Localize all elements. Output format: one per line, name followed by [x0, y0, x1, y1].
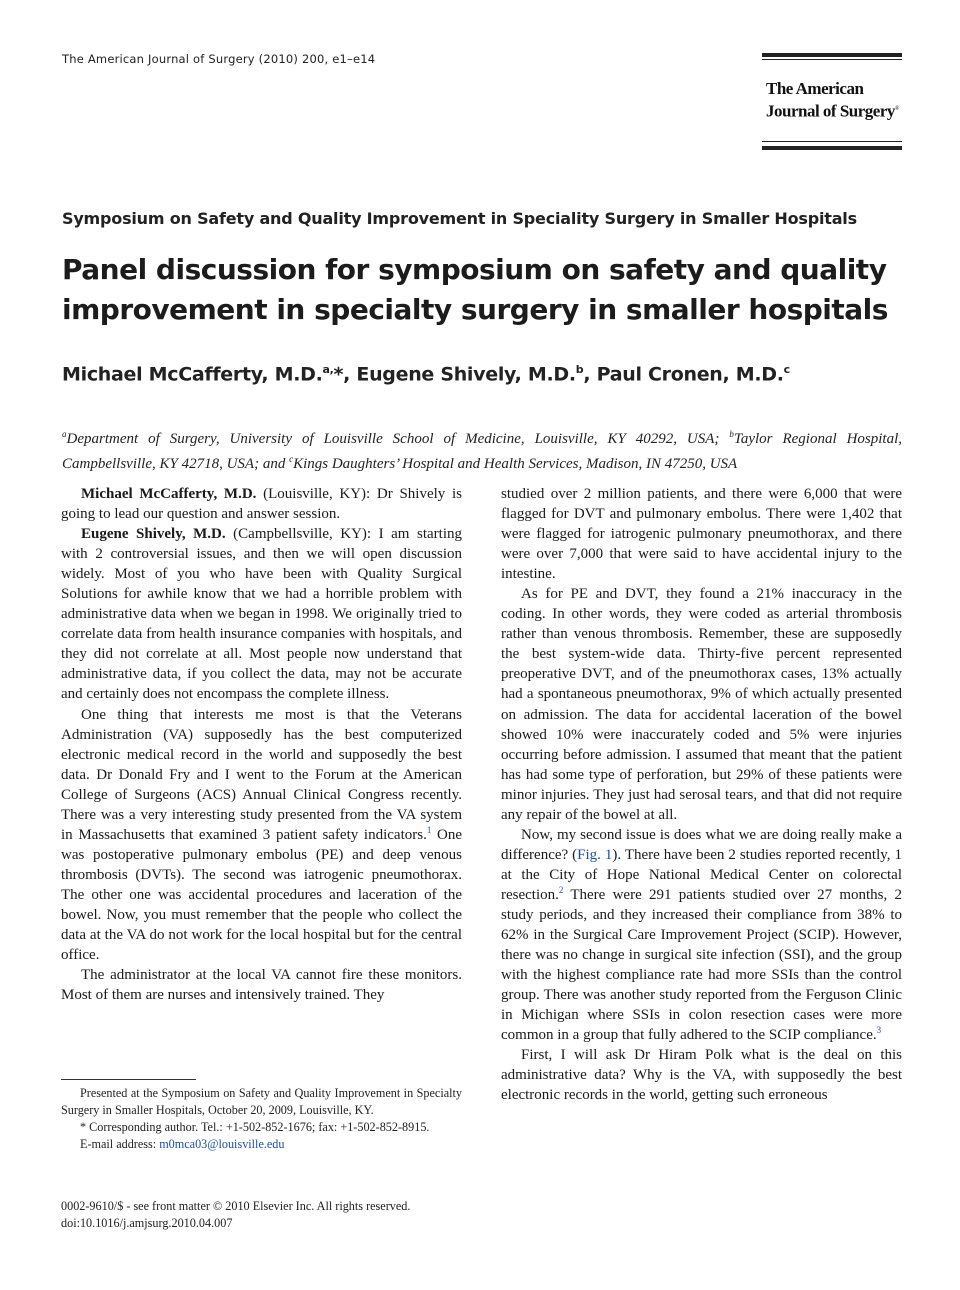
affiliation-a: Department of Surgery, University of Louisville School of Medicine, Louisville, KY 40292, USA;: [66, 431, 730, 447]
footnotes: [61, 1085, 462, 1153]
running-head: The American Journal of Surgery (2010) 200, e1–e14: [62, 52, 376, 66]
paragraph-text: One was postoperative pulmonary embolus (PE) and deep venous thrombosis (DVTs). The second was iatrogenic pneumothorax. The other one was accidental procedures and laceration of the bowel. Now, you must remember that the people who collect the data at the VA do not work for the local hospital but for the central office.: [61, 826, 462, 964]
logo-registered-mark: ®: [894, 106, 899, 112]
author-separator: ,: [583, 363, 597, 386]
corresponding-star: *: [333, 363, 344, 386]
paragraph-text: First, I will ask Dr Hiram Polk what is the deal on this administrative data? Why is the VA, with supposedly the best electronic records in the world, getting such erroneous: [501, 1047, 902, 1104]
article-title: Panel discussion for symposium on safety and quality improvement in specialty surgery in smaller hospitals: [62, 253, 888, 326]
paragraph-text: One thing that interests me most is that the Veterans Administration (VA) supposedly has the best computerized electronic medical record in the world and supposedly the best data. Dr Donald Fry and I went to the Forum at the American College of Surgeons (ACS) Annual Clinical Congress recently. There was a very interesting study presented from the VA system in Massachusetts that examined 3 patient safety indicators.: [61, 706, 462, 843]
author-affil-mark: a,: [322, 363, 334, 376]
affil-mark: c: [289, 454, 294, 464]
paragraph-text: (Campbellsville, KY): I am starting with 2 controversial issues, and then we will open discussion widely. Most of you who have been with Quality Surgical Solutions for awhile know that we had a horrible problem with administrative data when we began in 1998. We originally tried to correlate data from health insurance companies with hospitals, and they did not correlate at all. Most people now understand that administrative data, if you collect the data, may not be accurate and certainly does not encompass the complete illness.: [61, 526, 462, 703]
paragraph: [61, 484, 462, 524]
reference-link[interactable]: 1: [426, 824, 432, 835]
author-affil-mark: c: [783, 363, 790, 376]
footnote-corresponding: * Corresponding author. Tel.: +1-502-852-1676; fax: +1-502-852-8915.: [80, 1120, 430, 1134]
footnote-email: [61, 1136, 462, 1153]
footnote-divider: [61, 1079, 196, 1080]
journal-logo: [762, 53, 902, 151]
paragraph: [501, 825, 902, 1046]
copyright-line: 0002-9610/$ - see front matter © 2010 Elsevier Inc. All rights reserved.: [61, 1199, 411, 1213]
logo-rule-top-thin: [762, 59, 902, 60]
email-link[interactable]: m0mca03@louisville.edu: [159, 1137, 285, 1151]
logo-rule-bottom-thin: [762, 141, 902, 142]
affil-mark: b: [729, 429, 734, 439]
paragraph-text: There were 291 patients studied over 27 months, 2 study periods, and they increased their compliance from 38% to 62% in the Surgical Care Improvement Project (SCIP). However, there was no change in surgical site infection (SSI), and the group with the highest compliance rate had more SSIs than the control group. There was another study reported from the Ferguson Clinic in Michigan where SSIs in colon resection cases were more common in a group that fully adhered to the SCIP compliance.: [501, 886, 902, 1044]
paragraph-text: ). There have been 2 studies reported recently, 1 at the City of Hope National Medical Center on colorectal resection.: [501, 846, 902, 903]
logo-rule-top: [762, 53, 902, 57]
paragraph: [501, 584, 902, 825]
speaker-name: Eugene Shively, M.D.: [81, 526, 226, 543]
affiliation-b: Taylor Regional Hospital, Campbellsville, KY 42718, USA; and: [62, 431, 902, 472]
author-affil-mark: b: [575, 363, 584, 376]
paragraph-text: (Louisville, KY): Dr Shively is going to lead our question and answer session.: [61, 486, 462, 523]
paragraph: [501, 1045, 902, 1105]
doi-line: doi:10.1016/j.amjsurg.2010.04.007: [61, 1216, 233, 1230]
affil-mark: a: [62, 429, 67, 439]
logo-line2: Journal of Surgery: [766, 101, 895, 121]
author-list: [62, 363, 790, 385]
reference-link[interactable]: 3: [876, 1025, 882, 1036]
paragraph: [501, 484, 902, 584]
paragraph: [61, 524, 462, 704]
logo-rule-bottom: [762, 146, 902, 150]
paragraph-text: studied over 2 million patients, and there were 6,000 that were flagged for DVT and pulmonary embolus. There were 1,402 that were flagged for iatrogenic pulmonary pneumothorax, and there were over 7,000 that were said to have accidental injury to the intestine.: [501, 486, 902, 583]
reference-link[interactable]: 2: [558, 884, 564, 895]
paragraph-text: Now, my second issue is does what we are doing really make a difference? (: [501, 826, 902, 863]
body-column-left: [61, 484, 462, 1049]
paragraph-text: The administrator at the local VA cannot fire these monitors. Most of them are nurses and intensively trained. They: [61, 967, 462, 1004]
copyright-block: [61, 1198, 410, 1232]
section-heading: Symposium on Safety and Quality Improvement in Speciality Surgery in Smaller Hospitals: [62, 209, 857, 228]
footnote-presented: Presented at the Symposium on Safety and Quality Improvement in Specialty Surgery in Smaller Hospitals, October 20, 2009, Louisville, KY.: [61, 1086, 462, 1117]
author-name: Michael McCafferty, M.D.: [62, 363, 323, 386]
author-separator: ,: [343, 363, 357, 386]
logo-line1: The American: [766, 79, 864, 98]
author-name: Paul Cronen, M.D.: [596, 363, 784, 386]
body-column-right: [501, 484, 902, 1184]
figure-link[interactable]: Fig. 1: [577, 846, 613, 863]
email-label: E-mail address:: [80, 1137, 160, 1151]
paragraph: [61, 705, 462, 966]
author-name: Eugene Shively, M.D.: [356, 363, 576, 386]
logo-text: [766, 78, 899, 122]
paragraph: [61, 965, 462, 1005]
speaker-name: Michael McCafferty, M.D.: [81, 486, 257, 502]
affiliations: [62, 424, 902, 474]
affiliation-c: Kings Daughters’ Hospital and Health Services, Madison, IN 47250, USA: [293, 456, 738, 472]
paragraph-text: As for PE and DVT, they found a 21% inaccuracy in the coding. In other words, they were coded as arterial thrombosis rather than venous thrombosis. Remember, these are supposedly the best system-wide data. Thirty-five percent represented preoperative DVT, and of the pneumothorax cases, 13% actually had a spontaneous pneumothorax, 9% of which actually presented on admission. The data for accidental laceration of the bowel showed 10% were inaccurately coded and 5% were injuries occurring before admission. I assumed that meant that the patient has had some type of perforation, but 29% of these patients were minor injuries. They just had serosal tears, and that did not require any repair of the bowel at all.: [501, 586, 902, 823]
